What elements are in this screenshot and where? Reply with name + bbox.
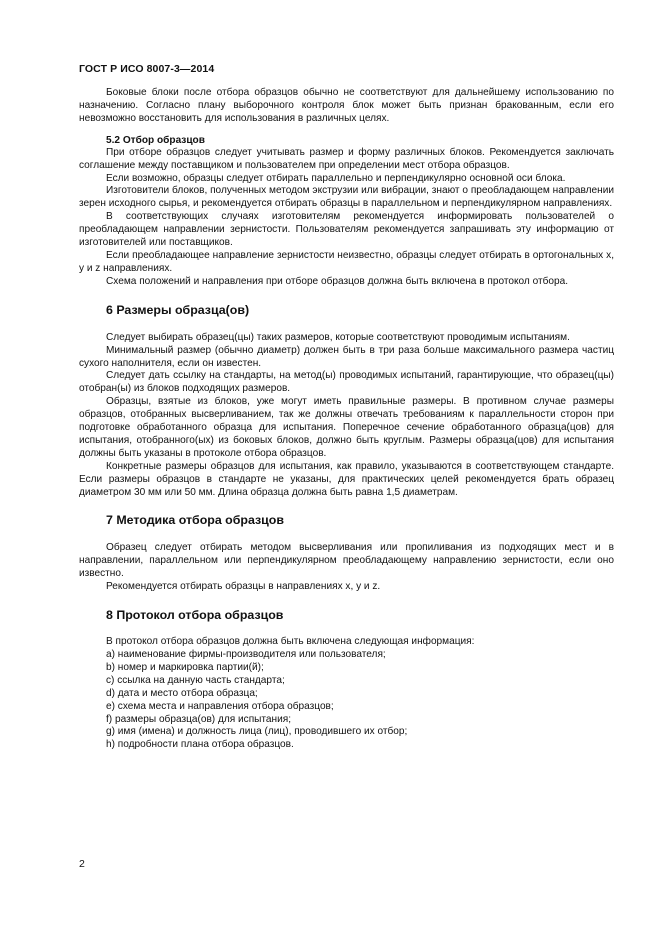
list-item: f) размеры образца(ов) для испытания;	[106, 713, 292, 725]
section-6-heading: 6 Размеры образца(ов)	[106, 302, 250, 317]
section-5-2-paragraph: Изготовители блоков, полученных методом экструзии или вибрации, знают о преобладающем направлении зерен исходного сырья, и рекомендуется отбирать образцы в параллельном и перпендикулярном направлениях.	[79, 185, 614, 210]
list-item: g) имя (имена) и должность лица (лиц), проводившего их отбор;	[106, 726, 408, 738]
list-item: b) номер и маркировка партии(й);	[106, 661, 264, 673]
document-header: ГОСТ Р ИСО 8007-3—2014	[79, 63, 215, 75]
section-5-2-paragraph: При отборе образцов следует учитывать размер и форму различных блоков. Рекомендуется заключать соглашение между поставщиком и пользователем при определении мест отбора образцов.	[79, 146, 614, 171]
section-7-paragraph: Рекомендуется отбирать образцы в направлениях x, y и z.	[106, 581, 381, 593]
intro-paragraph: Боковые блоки после отбора образцов обычно не соответствуют для дальнейшему использованию по назначению. Согласно плану выборочного контроля блок может быть признан бракованным, если его невозможно восстановить для использования в различных целях.	[79, 87, 614, 124]
section-8-heading: 8 Протокол отбора образцов	[106, 608, 284, 623]
section-6-paragraph: Следует выбирать образец(цы) таких размеров, которые соответствуют проводимым испытаниям.	[106, 331, 570, 343]
list-item: a) наименование фирмы-производителя или пользователя;	[106, 649, 386, 660]
section-5-2-paragraph: Если преобладающее направление зернистости неизвестно, образцы следует отбирать в ортогональных x, y и z направлениях.	[79, 249, 614, 274]
section-5-2-paragraph: Схема положений и направления при отборе образцов должна быть включена в протокол отбора.	[106, 275, 569, 287]
section-5-2-paragraph: В соответствующих случаях изготовителям рекомендуется информировать пользователей о преобладающем направлении зернистости. Пользователям рекомендуется запрашивать эту информацию от изготовителей или поставщиков.	[79, 211, 614, 249]
section-5-2-paragraph: Если возможно, образцы следует отбирать параллельно и перпендикулярно основной оси блока.	[106, 172, 566, 184]
section-6-paragraph: Минимальный размер (обычно диаметр) должен быть в три раза больше максимального размера частиц сухого наполнителя, если он известен.	[79, 344, 614, 369]
list-item: e) схема места и направления отбора образцов;	[106, 700, 334, 712]
section-7-heading: 7 Методика отбора образцов	[106, 513, 284, 528]
list-item: d) дата и место отбора образца;	[106, 687, 258, 699]
section-6-paragraph: Конкретные размеры образцов для испытания, как правило, указываются в соответствующем стандарте. Если размеры образцов в стандарте не указаны, для практических целей рекомендуется брать образец диаметром 30 мм или 50 мм. Длина образца должна быть равна 1,5 диаметрам.	[79, 460, 614, 498]
section-8-intro: В протокол отбора образцов должна быть включена следующая информация:	[106, 636, 475, 648]
page-number: 2	[79, 858, 85, 870]
list-item: c) ссылка на данную часть стандарта;	[106, 674, 285, 686]
section-6-paragraph: Следует дать ссылку на стандарты, на метод(ы) проводимых испытаний, гарантирующие, что образец(цы) отобран(ы) из блоков подходящих размеров.	[79, 370, 614, 395]
list-item: h) подробности плана отбора образцов.	[106, 739, 294, 751]
section-7-paragraph: Образец следует отбирать методом высверливания или пропиливания из подходящих мест и в направлении, параллельном или перпендикулярном преобладающему направлению зернистости, если оно известно.	[79, 542, 614, 580]
document-body	[79, 87, 614, 752]
section-6-paragraph: Образцы, взятые из блоков, уже могут иметь правильные размеры. В противном случае размеры образцов, отобранных высверливанием, так же должны отвечать требованиям к параллельности сторон при подготовке обработанного образца для испытания. Поперечное сечение обработанного образца(цов) для испытания, отобранного(ых) из боковых блоков, должно быть круглым. Размеры образца(цов) для испытания должны быть указаны в протоколе отбора образцов.	[79, 396, 614, 459]
section-5-2-title: 5.2 Отбор образцов	[106, 134, 205, 146]
